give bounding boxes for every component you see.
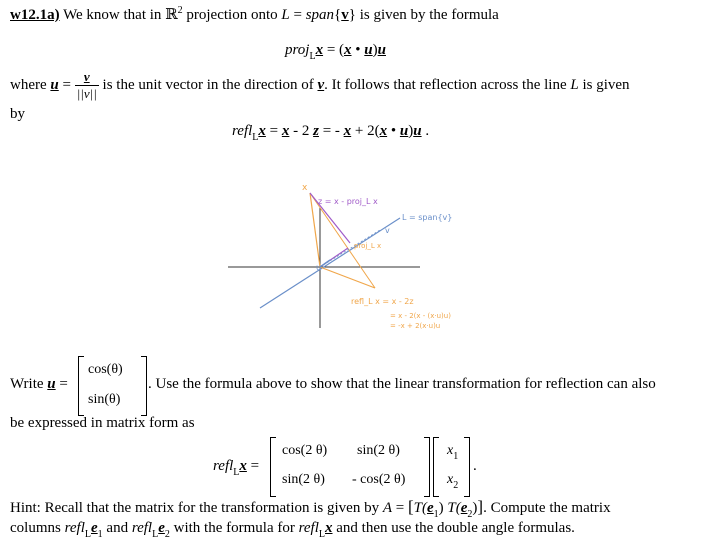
write-line-post: . Use the formula above to show that the linear transformation for reflection can also <box>148 376 656 392</box>
vector-bracket-right <box>464 437 470 497</box>
u-bracket-left <box>78 356 84 416</box>
u-cos: cos(θ) <box>88 362 123 377</box>
reflection-formula: refl$_L$x = x - 2 z = - x + 2(x • u)u . <box>232 123 430 143</box>
hint-line-2: columns $refl_Le_1$ and $refl_Le_2$ with the formula for refl$_L$x and then use the double angle formulas. <box>10 520 575 540</box>
hint-line: Hint: Recall that the matrix for the transformation is given by $A = [T(e_1)$ $T(e_2)$]. Compute the matrix <box>10 497 611 520</box>
projection-formula: proj$_L$x = (x • u)u <box>285 42 386 62</box>
vector-x1: $x_1$ <box>447 443 459 462</box>
write-line-pre: Write u = <box>10 376 68 392</box>
matrix-a11: cos(2 θ) <box>282 443 328 458</box>
matrix-bracket-left <box>270 437 276 497</box>
matrix-bracket-right <box>424 437 430 497</box>
v-label: v <box>385 226 390 235</box>
proj-label: proj_L x <box>354 242 382 250</box>
matrix-a21: sin(2 θ) <box>282 472 325 487</box>
refl-step-2: = x - 2(x - (x·u)u) <box>390 312 451 320</box>
u-label: u <box>316 263 322 272</box>
matrix-formula-lhs: refl$_L$x = <box>213 458 260 478</box>
refl-vector <box>320 267 375 288</box>
problem-label: w12.1a) <box>10 7 60 23</box>
matrix-a12: sin(2 θ) <box>357 443 400 458</box>
matrix-period: . <box>473 458 477 474</box>
where-line: where u = $\frac{v}{||v||}$ is the unit vector in the direction of v. It follows that reflection across the line L is given <box>10 69 630 102</box>
vector-bracket-left <box>433 437 439 497</box>
span-line <box>260 218 400 308</box>
vector-x2: $x_2$ <box>447 472 459 491</box>
L-label: L = span{v} <box>402 213 453 222</box>
u-sin: sin(θ) <box>88 392 121 407</box>
by-text: by <box>10 106 25 122</box>
refl-step-3: = -x + 2(x·u)u <box>390 322 441 330</box>
matrix-intro: be expressed in matrix form as <box>10 415 195 431</box>
refl-label: refl_L x = x - 2z <box>351 297 414 306</box>
reflection-sketch <box>220 178 510 348</box>
x-label: x <box>302 183 308 193</box>
z-label: z = x - proj_L x <box>318 197 378 206</box>
intro-line: w12.1a) We know that in ℝ$^2$ projection onto L = span{v} is given by the formula <box>10 5 499 23</box>
matrix-a22: - cos(2 θ) <box>352 472 406 487</box>
u-bracket-right <box>141 356 147 416</box>
unit-vector-fraction: $\frac{v}{||v||}$ <box>76 69 97 102</box>
